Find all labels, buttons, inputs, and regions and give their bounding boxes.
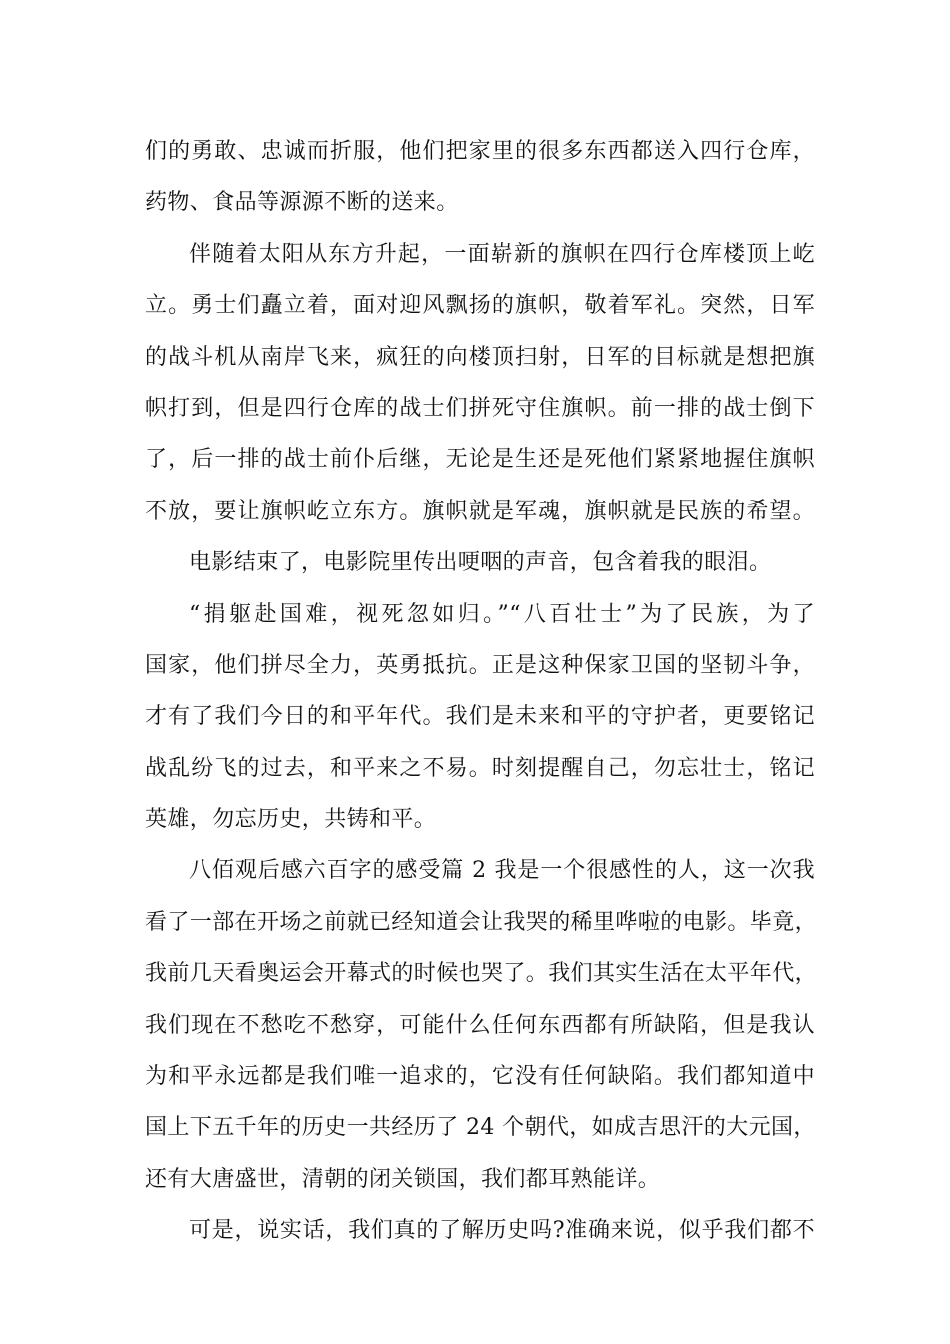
text-line: 战乱纷飞的过去，和平来之不易。时刻提醒自己，勿忘壮士，铭记 [145,755,815,781]
text-line: 看了一部在开场之前就已经知道会让我哭的稀里哗啦的电影。毕竟， [145,909,818,935]
text-line: 药物、食品等源源不断的送来。 [145,190,459,216]
body-text [145,126,818,1257]
text-line: 我们现在不愁吃不愁穿，可能什么任何东西都有所缺陷，但是我认 [145,1012,815,1038]
text-line: 国上下五千年的历史一共经历了 24 个朝代，如成吉思汗的大元国， [145,1115,816,1141]
paragraph-first-line: 八佰观后感六百字的感受篇 2 我是一个很感性的人，这一次我 [189,858,815,884]
paragraph-first-line: “捐躯赴国难，视死忽如归。”“八百壮士”为了民族，为了 [189,601,815,627]
text-line: 还有大唐盛世，清朝的闭关锁国，我们都耳熟能详。 [145,1166,661,1192]
paragraph-first-line: 伴随着太阳从东方升起，一面崭新的旗帜在四行仓库楼顶上屹 [189,241,815,267]
paragraph-first-line: 可是，说实话，我们真的了解历史吗?准确来说，似乎我们都不 [189,1218,815,1244]
text-line: 们的勇敢、忠诚而折服，他们把家里的很多东西都送入四行仓库， [145,139,815,164]
text-line: 立。勇士们矗立着，面对迎风飘扬的旗帜，敬着军礼。突然，日军 [145,293,815,319]
paragraph-first-line: 电影结束了，电影院里传出哽咽的声音，包含着我的眼泪。 [189,550,772,576]
text-line: 不放，要让旗帜屹立东方。旗帜就是军魂，旗帜就是民族的希望。 [145,498,815,524]
text-line: 才有了我们今日的和平年代。我们是未来和平的守护者，更要铭记 [145,704,815,730]
text-line: 了，后一排的战士前仆后继，无论是生还是死他们紧紧地握住旗帜 [145,447,815,473]
text-line: 英雄，勿忘历史，共铸和平。 [145,807,437,833]
text-line: 国家，他们拼尽全力，英勇抵抗。正是这种保家卫国的坚韧斗争， [145,652,815,678]
text-line: 的战斗机从南岸飞来，疯狂的向楼顶扫射，日军的目标就是想把旗 [145,344,815,370]
text-line: 为和平永远都是我们唯一追求的，它没有任何缺陷。我们都知道中 [145,1064,815,1090]
text-line: 我前几天看奥运会开幕式的时候也哭了。我们其实生活在太平年代， [145,961,818,987]
text-line: 帜打到，但是四行仓库的战士们拼死守住旗帜。前一排的战士倒下 [145,395,815,421]
